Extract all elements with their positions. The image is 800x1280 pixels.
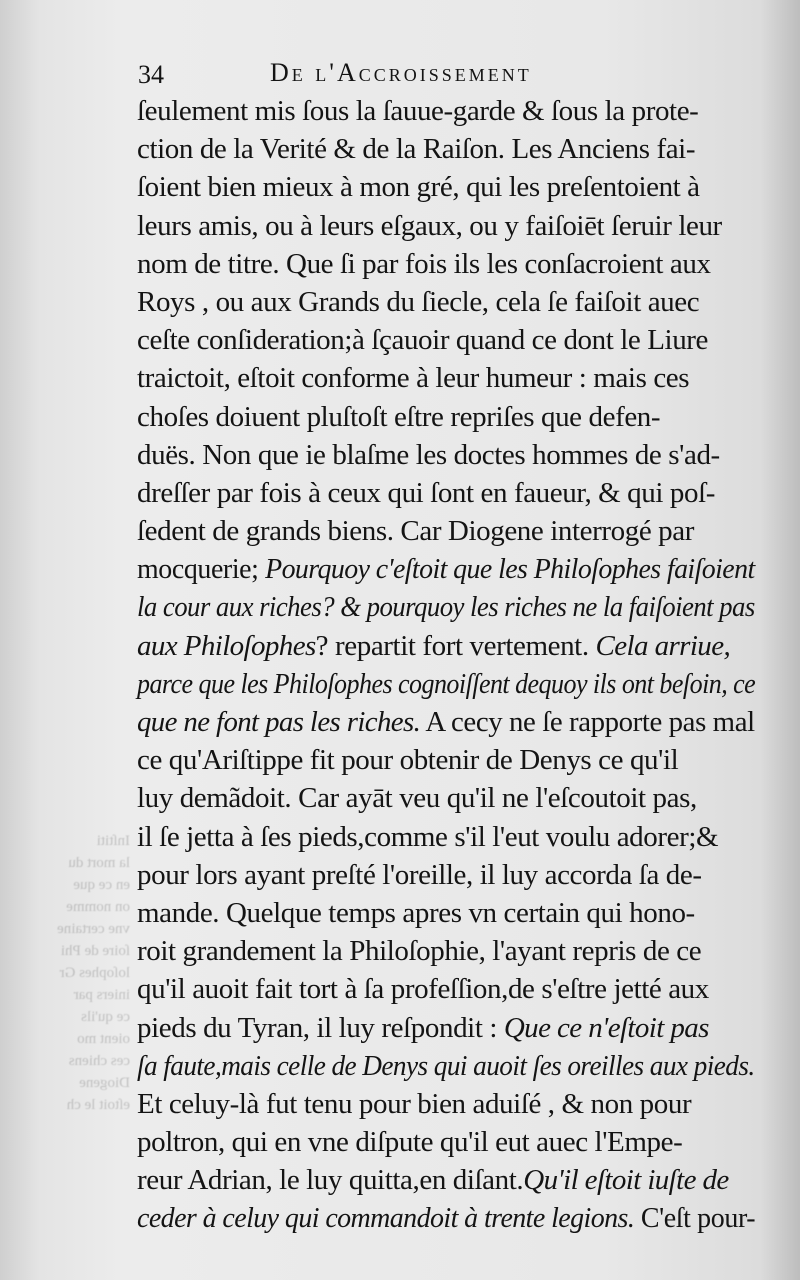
text-line <box>137 856 755 894</box>
text-line <box>137 436 755 474</box>
text-line <box>137 588 755 626</box>
text-line <box>137 512 755 550</box>
roman-text: ſeulement mis ſous la ſauue-garde & ſous la prote- <box>137 95 699 127</box>
italic-text: Que ce n'eſtoit pas <box>503 1011 709 1044</box>
roman-text: leurs amis, ou à leurs eſgaux, ou y faiſoiēt ſeruir leur <box>137 209 722 242</box>
roman-text: luy demãdoit. Car ayāt veu qu'il ne l'eſcoutoit pas, <box>137 782 697 815</box>
roman-text: ceſte conſideration;à ſçauoir quand ce dont le Liure <box>137 324 709 357</box>
roman-text: qu'il auoit fait tort à ſa profeſſion,de s'eſtre jetté aux <box>137 973 709 1006</box>
roman-text: duës. Non que ie blaſme les doctes hommes de s'ad- <box>137 438 720 471</box>
text-line <box>137 665 756 703</box>
roman-text: Roys , ou aux Grands du ſiecle, cela ſe faiſoit auec <box>137 285 700 318</box>
italic-text: Cela arriue, <box>595 629 731 662</box>
roman-text: ſedent de grands biens. Car Diogene interrogé par <box>137 515 694 548</box>
roman-text: choſes doiuent pluſtoſt eſtre repriſes que defen- <box>137 400 661 433</box>
text-line <box>137 283 755 321</box>
roman-text: pieds du Tyran, il luy reſpondit : <box>137 1011 504 1044</box>
italic-text: ſa faute,mais celle de Denys qui auoit ſes oreilles aux pieds. <box>137 1049 755 1082</box>
roman-text: poltron, qui en vne diſpute qu'il eut auec l'Empe- <box>137 1126 683 1159</box>
roman-text: roit grandement la Philoſophie, l'ayant repris de ce <box>137 935 702 968</box>
text-line <box>137 245 755 283</box>
text-line <box>137 474 755 512</box>
roman-text: mande. Quelque temps apres vn certain qui hono- <box>137 896 695 929</box>
roman-text: mocquerie; <box>137 553 266 586</box>
text-line <box>137 627 755 665</box>
text-line <box>137 398 755 436</box>
text-line <box>137 321 755 359</box>
text-line <box>137 894 755 932</box>
text-line <box>137 1047 755 1085</box>
text-line <box>137 1161 755 1199</box>
roman-text: ſoient bien mieux à mon gré, qui les preſentoient à <box>137 171 700 204</box>
roman-text: ction de la Verité & de la Raiſon. Les Anciens fai- <box>137 133 696 166</box>
italic-text: ceder à celuy qui commandoit à trente legions. <box>137 1202 635 1235</box>
italic-text: Pourquoy c'eſtoit que les Philoſophes faiſoient <box>265 553 755 586</box>
roman-text: A cecy ne ſe rapporte pas mal <box>420 706 755 738</box>
text-line <box>137 359 755 397</box>
roman-text: nom de titre. Que ſi par fois ils les conſacroient aux <box>137 247 711 280</box>
roman-text: dreſſer par fois à ceux qui ſont en faueur, & qui poſ- <box>137 476 715 509</box>
roman-text: reur Adrian, le luy quitta,en diſant. <box>137 1164 524 1197</box>
italic-text: parce que les Philoſophes cognoiſſent dequoy ils ont beſoin, ce <box>137 667 756 700</box>
text-line <box>137 92 755 130</box>
italic-text: aux Philoſophes <box>137 629 316 662</box>
text-line <box>137 932 755 970</box>
roman-text: il ſe jetta à ſes pieds,comme s'il l'eut voulu adorer;& <box>137 820 719 853</box>
roman-text: ? repartit fort vertement. <box>315 629 596 662</box>
italic-text: Qu'il eſtoit iuſte de <box>523 1164 729 1197</box>
text-line <box>137 130 755 168</box>
page-header <box>130 56 750 94</box>
show-through-text: Inſtiti la mort du en ce que on nomme vne certaine ſoire de Phi loſophes Gr iniers par ce qu'ils oient mo ces chiens Diogene eſtoit le ch <box>57 833 130 1113</box>
roman-text: C'eſt pour- <box>634 1202 756 1235</box>
text-line <box>137 970 755 1008</box>
roman-text: pour lors ayant preſté l'oreille, il luy accorda ſa de- <box>137 858 702 891</box>
page-number: 34 <box>138 60 164 89</box>
text-line <box>137 207 755 245</box>
text-line <box>137 550 755 588</box>
text-line <box>137 703 755 741</box>
roman-text: traictoit, eſtoit conforme à leur humeur : mais ces <box>137 362 690 395</box>
body-text <box>137 92 755 1238</box>
italic-text: que ne font pas les riches. <box>137 706 421 738</box>
roman-text: ce qu'Ariſtippe fit pour obtenir de Denys ce qu'il <box>137 744 679 777</box>
running-head: De l'Accroissement <box>270 58 532 87</box>
roman-text: Et celuy-là fut tenu pour bien aduiſé , & non pour <box>137 1087 692 1120</box>
text-line <box>137 818 755 856</box>
text-line <box>137 1123 755 1161</box>
text-line <box>137 1085 755 1123</box>
text-line <box>137 1009 755 1047</box>
text-line <box>137 168 755 206</box>
italic-text: la cour aux riches? & pourquoy les riches ne la faiſoient pas <box>137 591 755 624</box>
text-line <box>137 1199 756 1237</box>
text-line <box>137 741 755 779</box>
text-line <box>137 779 755 817</box>
